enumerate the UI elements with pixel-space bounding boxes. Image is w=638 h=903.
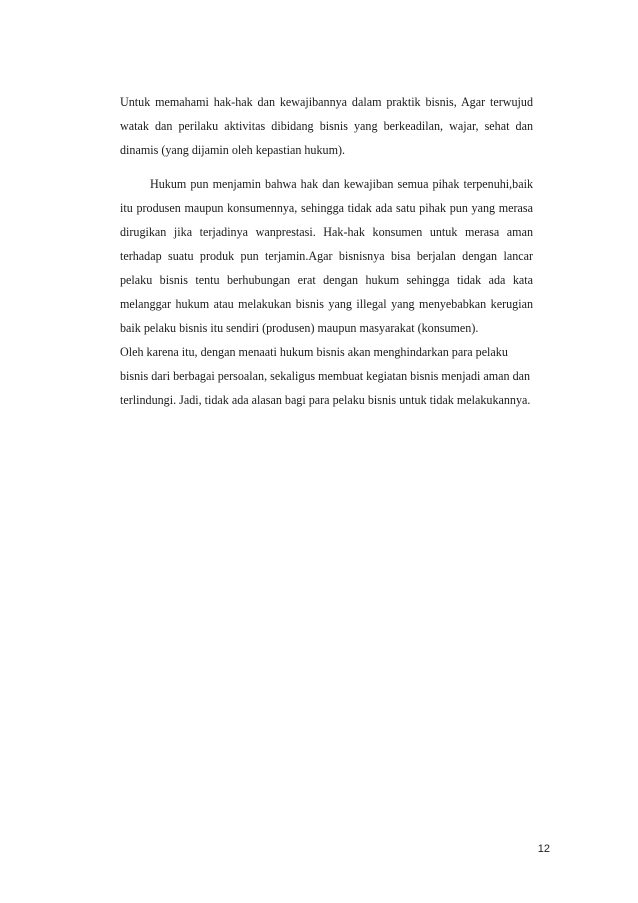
paragraph-1: Untuk memahami hak-hak dan kewajibannya dalam praktik bisnis, Agar terwujud watak dan perilaku aktivitas dibidang bisnis yang berkeadilan, wajar, sehat dan dinamis (yang dijamin oleh kepastian hukum). bbox=[120, 95, 533, 157]
paragraph-3: Oleh karena itu, dengan menaati hukum bisnis akan menghindarkan para pelaku bisnis dari berbagai persoalan, sekaligus membuat kegiatan bisnis menjadi aman dan terlindungi. Jadi, tidak ada alasan bagi para pelaku bisnis untuk tidak melakukannya. bbox=[120, 345, 531, 407]
paragraph-2: Hukum pun menjamin bahwa hak dan kewajiban semua pihak terpenuhi,baik itu produsen maupun konsumennya, sehingga tidak ada satu pihak pun yang merasa dirugikan jika terjadinya wanprestasi. Hak-hak konsumen untuk merasa aman terhadap suatu produk pun terjamin.Agar bisnisnya bisa berjalan dengan lancar pelaku bisnis tentu berhubungan erat dengan hukum sehingga tidak ada kata melanggar hukum atau melakukan bisnis yang illegal yang menyebabkan kerugian baik pelaku bisnis itu sendiri (produsen) maupun masyarakat (konsumen). bbox=[120, 177, 533, 335]
page-number: 12 bbox=[537, 843, 550, 855]
body-text bbox=[120, 90, 533, 412]
